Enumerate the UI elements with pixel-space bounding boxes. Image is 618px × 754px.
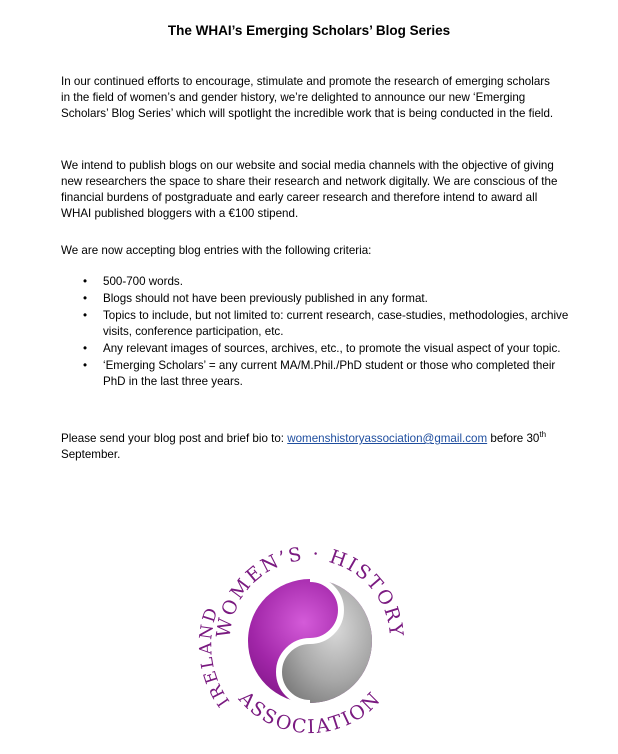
purpose-paragraph: We intend to publish blogs on our website and social media channels with the objective of giving new researchers the space to share their research and network digitally. We are conscious of the financial burdens of postgraduate and early career research and therefore intend to award all WHAI published bloggers with a €100 stipend. [61, 159, 558, 220]
logo-text-top: WOMEN’S · HISTORY [212, 542, 408, 640]
contact-paragraph [61, 427, 561, 463]
whai-logo [195, 525, 425, 754]
date-superscript: th [539, 430, 547, 439]
contact-suffix-end: September. [61, 447, 121, 461]
bullet-icon: • [83, 275, 88, 288]
criteria-item: • Any relevant images of sources, archives, etc., to promote the visual aspect of your topic. [83, 342, 561, 355]
criteria-item: • Blogs should not have been previously published in any format. [83, 292, 428, 305]
bullet-icon: • [83, 292, 88, 305]
logo-text-left: IRELAND [196, 603, 235, 711]
criteria-list [60, 274, 570, 391]
logo-text-bottom: ASSOCIATION [234, 687, 386, 739]
bullet-icon: • [83, 342, 88, 355]
document-title: The WHAI’s Emerging Scholars’ Blog Series [167, 23, 451, 38]
criteria-item: • 500-700 words. [83, 275, 183, 288]
bullet-icon: • [83, 359, 88, 372]
contact-email-link[interactable]: womenshistoryassociation@gmail.com [287, 431, 488, 445]
contact-prefix: Please send your blog post and brief bio to: [61, 431, 288, 445]
bullet-icon: • [83, 309, 88, 322]
criteria-item: • Topics to include, but not limited to: current research, case-studies, methodologies, archive visits, conference participation, etc. [83, 309, 569, 338]
logo-emblem [248, 579, 372, 703]
contact-suffix: before 30 [487, 431, 540, 445]
criteria-item: • ‘Emerging Scholars’ = any current MA/M.Phil./PhD student or those who completed their PhD in the last three years. [83, 359, 556, 388]
criteria-intro: We are now accepting blog entries with the following criteria: [61, 244, 372, 257]
intro-paragraph: In our continued efforts to encourage, stimulate and promote the research of emerging scholars in the field of women’s and gender history, we’re delighted to announce our new ‘Emerging Scholars’ Blog Series’ which will spotlight the incredible work that is being conducted in the field. [61, 75, 554, 120]
